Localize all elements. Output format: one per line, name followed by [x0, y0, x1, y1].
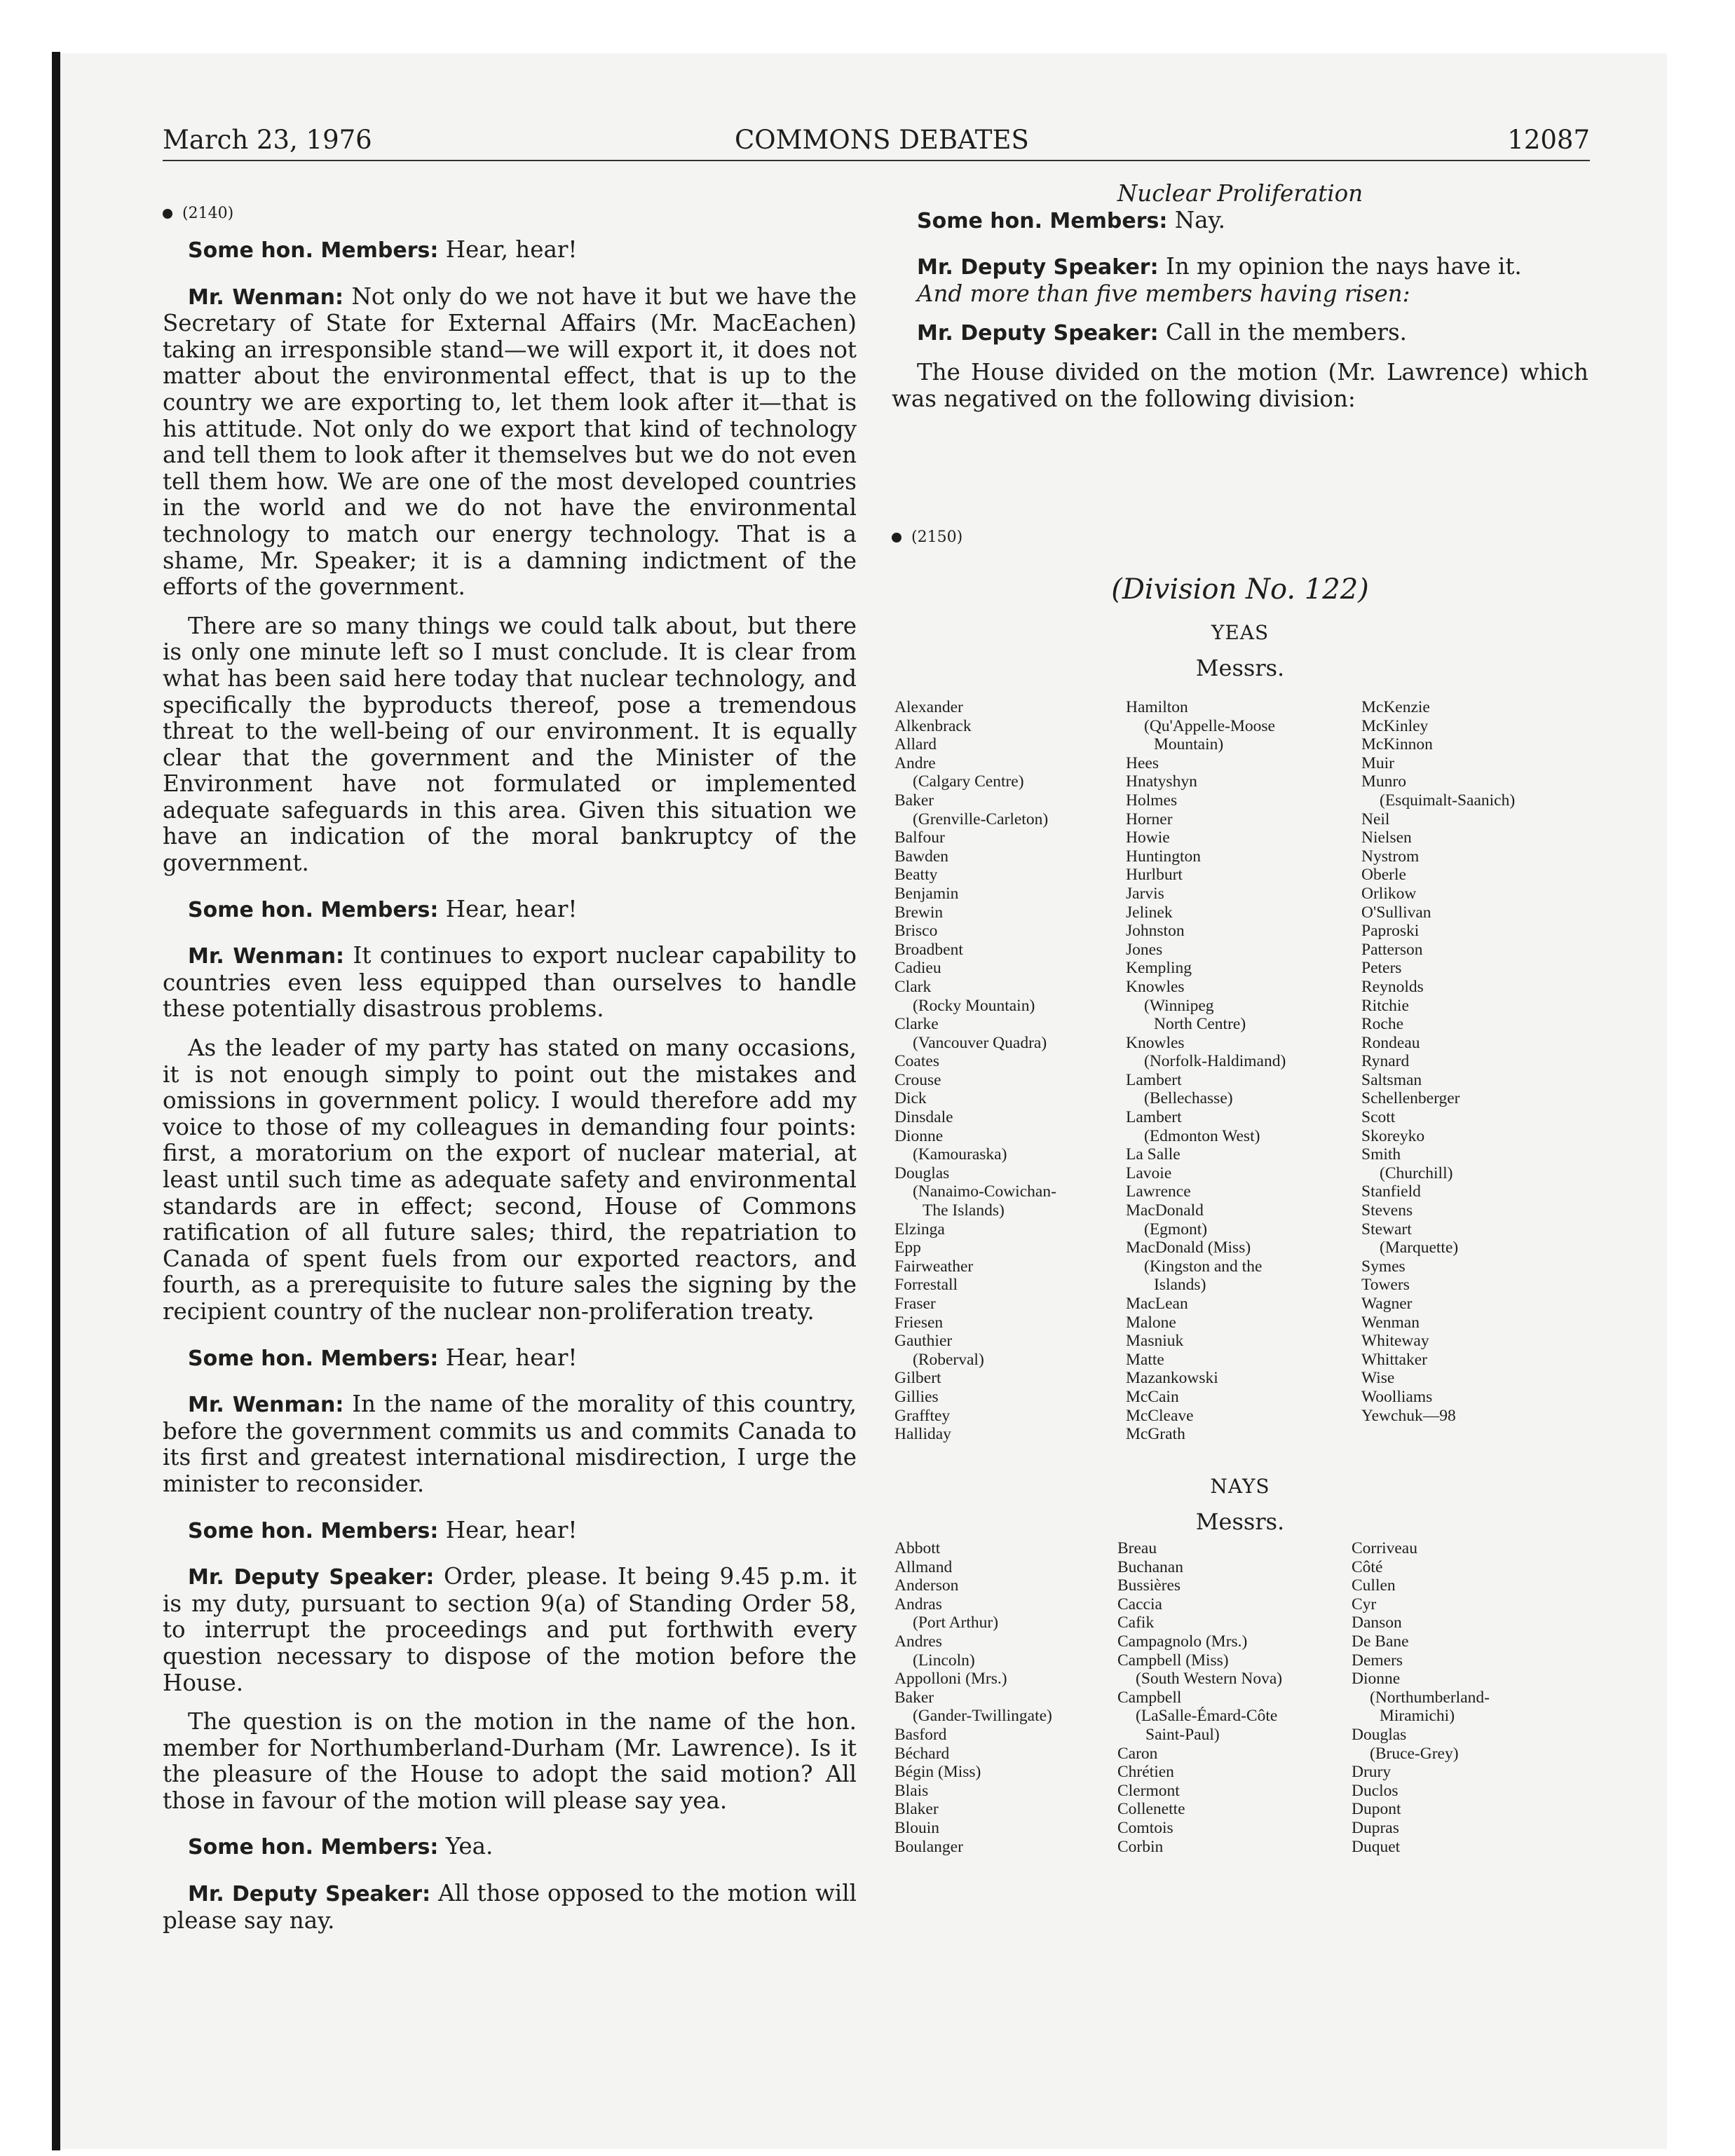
member-name: Paproski — [1361, 922, 1420, 941]
header-date: March 23, 1976 — [163, 125, 372, 155]
member-name: Knowles — [1126, 977, 1185, 996]
member-name: Peters — [1361, 959, 1402, 978]
member-name: (Kingston and the — [1144, 1257, 1263, 1276]
member-name: Duclos — [1352, 1781, 1399, 1800]
member-name: Brisco — [894, 922, 938, 941]
speaker: Mr. Wenman: — [188, 1393, 344, 1418]
member-name: Chrétien — [1117, 1763, 1174, 1782]
member-name: Drury — [1352, 1763, 1392, 1782]
member-name: Lambert — [1126, 1108, 1182, 1127]
member-name: Cullen — [1352, 1576, 1396, 1595]
yeas-heading: YEAS — [1211, 621, 1270, 644]
member-name: Hnatyshyn — [1126, 772, 1197, 791]
member-name: McKinley — [1361, 716, 1429, 735]
speaker: Some hon. Members: — [917, 208, 1168, 233]
member-name: (Winnipeg — [1144, 996, 1214, 1015]
member-name: O'Sullivan — [1361, 903, 1431, 922]
member-name: Holmes — [1126, 791, 1178, 810]
member-name: Mountain) — [1154, 735, 1224, 754]
member-name: Jones — [1126, 940, 1163, 959]
header-title: COMMONS DEBATES — [735, 125, 1029, 155]
member-name: Elzinga — [894, 1220, 945, 1239]
member-name: Gilbert — [894, 1369, 941, 1388]
member-name: Coates — [894, 1052, 939, 1071]
member-name: Symes — [1361, 1257, 1406, 1276]
member-name: Andres — [894, 1632, 942, 1651]
member-name: Caron — [1117, 1744, 1158, 1763]
paragraph: There are so many things we could talk about, but there is only one minute left so I must conclude. It is clear from what has been said here today that nuclear technology, and specifically the byproducts thereof, pose a tremendous threat to the well-being of our environment. It is equally clear that the government and the Minister of the Environment have not formulated or implemented adequate safeguards in this area. Given this situation we have an indication of the moral bankruptcy of the government. — [163, 612, 857, 877]
member-name: McKinnon — [1361, 735, 1433, 754]
member-name: Mazankowski — [1126, 1369, 1218, 1388]
paragraph: The question is on the motion in the name of the hon. member for Northumberland-Durham (Mr. Lawrence). Is it the pleasure of the House to adopt the said motion? All those in favour of the motion will please say yea. — [163, 1708, 857, 1814]
member-name: (Kamouraska) — [913, 1145, 1007, 1164]
speaker: Mr. Deputy Speaker: — [188, 1565, 435, 1590]
member-name: (Egmont) — [1144, 1220, 1208, 1239]
member-name: Comtois — [1117, 1818, 1173, 1837]
member-name: (Port Arthur) — [913, 1613, 999, 1632]
member-name: Roche — [1361, 1015, 1404, 1034]
member-name: Munro — [1361, 772, 1406, 791]
member-name: Islands) — [1154, 1276, 1206, 1295]
member-name: Brewin — [894, 903, 944, 922]
member-name: Gillies — [894, 1387, 939, 1406]
member-name: Wenman — [1361, 1313, 1420, 1332]
member-name: Oberle — [1361, 866, 1406, 885]
member-name: Bégin (Miss) — [894, 1763, 981, 1782]
member-name: MacDonald (Miss) — [1126, 1239, 1251, 1257]
member-name: Blouin — [894, 1818, 939, 1837]
time-marker: (2150) — [892, 527, 962, 548]
member-name: Campbell — [1117, 1688, 1182, 1707]
time-marker: (2140) — [163, 203, 857, 224]
member-name: Duquet — [1352, 1837, 1401, 1856]
member-name: Nielsen — [1361, 828, 1412, 847]
member-name: (Roberval) — [913, 1350, 984, 1369]
member-name: Rondeau — [1361, 1033, 1420, 1052]
member-name: Dinsdale — [894, 1108, 953, 1127]
member-name: Saint-Paul) — [1145, 1725, 1220, 1744]
member-name: Rynard — [1361, 1052, 1410, 1071]
intervention: Some hon. Members: Hear, hear! — [188, 895, 578, 922]
speaker: Mr. Wenman: — [188, 944, 344, 969]
member-name: (Nanaimo-Cowichan- — [913, 1182, 1056, 1201]
member-name: MacLean — [1126, 1295, 1188, 1313]
member-name: Côté — [1352, 1557, 1383, 1576]
member-name: Allmand — [894, 1557, 953, 1576]
member-name: Towers — [1361, 1276, 1410, 1295]
member-name: (Vancouver Quadra) — [913, 1033, 1047, 1052]
paragraph: As the leader of my party has stated on many occasions, it is not enough simply to point out the mistakes and omissions in government policy. I would therefore add my voice to those of my colleagues in demanding four points: first, a moratorium on the export of nuclear material, at least until such time as adequate safety and environmental standards are in effect; second, House of Commons ratification of all future sales; third, the repatriation to Canada of spent fuels from our exported reactors, and fourth, as a prerequisite to future sales the signing by the recipient country of the nuclear non-proliferation treaty. — [163, 1035, 857, 1325]
member-name: The Islands) — [923, 1201, 1005, 1220]
member-name: Corbin — [1117, 1837, 1164, 1856]
member-name: Halliday — [894, 1425, 951, 1444]
member-name: (Qu'Appelle-Moose — [1144, 716, 1275, 735]
member-name: Skoreyko — [1361, 1126, 1425, 1145]
member-name: Patterson — [1361, 940, 1423, 959]
member-name: Beatty — [894, 866, 938, 885]
intervention: Some hon. Members: Nay. — [917, 206, 1225, 233]
speech: Mr. Deputy Speaker: All those opposed to the motion will please say nay. — [163, 1880, 857, 1934]
division-number: (Division No. 122) — [1111, 573, 1369, 606]
member-name: Blais — [894, 1781, 929, 1800]
member-name: McCain — [1126, 1387, 1179, 1406]
member-name: Grafftey — [894, 1406, 951, 1425]
member-name: Whiteway — [1361, 1332, 1429, 1351]
member-name: Friesen — [894, 1313, 944, 1332]
member-name: (Northumberland- — [1370, 1688, 1490, 1707]
member-name: Miramichi) — [1380, 1707, 1455, 1726]
member-name: Bawden — [894, 847, 949, 866]
member-name: Breau — [1117, 1539, 1157, 1557]
intervention: Mr. Deputy Speaker: Call in the members. — [917, 319, 1407, 346]
member-name: North Centre) — [1154, 1015, 1246, 1034]
member-name: (Marquette) — [1380, 1239, 1459, 1257]
member-name: Howie — [1126, 828, 1170, 847]
member-name: Yewchuk—98 — [1361, 1406, 1456, 1425]
member-name: Stewart — [1361, 1220, 1412, 1239]
speaker: Some hon. Members: — [188, 1835, 439, 1860]
member-name: La Salle — [1126, 1145, 1181, 1164]
member-name: Appolloni (Mrs.) — [894, 1670, 1007, 1688]
member-name: Kempling — [1126, 959, 1192, 978]
member-name: Schellenberger — [1361, 1089, 1460, 1108]
header-rule — [163, 160, 1590, 161]
member-name: Dick — [894, 1089, 927, 1108]
member-name: McCleave — [1126, 1406, 1194, 1425]
member-name: Whittaker — [1361, 1350, 1427, 1369]
member-name: Masniuk — [1126, 1332, 1184, 1351]
member-name: Alexander — [894, 698, 963, 716]
member-name: Scott — [1361, 1108, 1396, 1127]
paragraph: The House divided on the motion (Mr. Lawrence) which was negatived on the following division: — [892, 358, 1588, 412]
member-name: Matte — [1126, 1350, 1164, 1369]
member-name: Bussières — [1117, 1576, 1181, 1595]
member-name: Danson — [1352, 1613, 1402, 1632]
member-name: Campagnolo (Mrs.) — [1117, 1632, 1248, 1651]
member-name: Baker — [894, 791, 934, 810]
member-name: (Gander-Twillingate) — [913, 1707, 1052, 1726]
nays-list-col3 — [1352, 1539, 1490, 1856]
member-name: (Norfolk-Haldimand) — [1144, 1052, 1286, 1071]
member-name: (Bruce-Grey) — [1370, 1744, 1459, 1763]
member-name: (Edmonton West) — [1144, 1126, 1260, 1145]
member-name: (Lincoln) — [913, 1651, 975, 1670]
nays-heading: NAYS — [1210, 1475, 1270, 1498]
nays-list-col2 — [1117, 1539, 1282, 1856]
member-name: Knowles — [1126, 1033, 1185, 1052]
member-name: Wise — [1361, 1369, 1395, 1388]
member-name: Fairweather — [894, 1257, 974, 1276]
yeas-list-col3 — [1361, 698, 1515, 1425]
member-name: Clermont — [1117, 1781, 1180, 1800]
nays-list-col1 — [894, 1539, 1052, 1856]
stage-direction: And more than five members having risen: — [917, 280, 1410, 307]
member-name: Dionne — [1352, 1670, 1401, 1688]
speech: Mr. Deputy Speaker: Order, please. It being 9.45 p.m. it is my duty, pursuant to section 9(a) of Standing Order 58, to interrupt the proceedings and put forthwith every question necessary to dispose of the motion before the House. — [163, 1563, 857, 1696]
member-name: McGrath — [1126, 1425, 1185, 1444]
member-name: Woolliams — [1361, 1387, 1433, 1406]
member-name: Hamilton — [1126, 698, 1188, 716]
member-name: Gauthier — [894, 1332, 953, 1351]
speaker: Mr. Deputy Speaker: — [188, 1882, 431, 1907]
intervention: Some hon. Members: Hear, hear! — [188, 236, 578, 263]
member-name: Smith — [1361, 1145, 1401, 1164]
member-name: McKenzie — [1361, 698, 1430, 716]
speaker: Mr. Deputy Speaker: — [917, 255, 1159, 280]
member-name: Baker — [894, 1688, 934, 1707]
speaker: Some hon. Members: — [188, 1346, 439, 1371]
intervention: Some hon. Members: Yea. — [188, 1833, 494, 1860]
member-name: Hees — [1126, 753, 1159, 772]
member-name: Clark — [894, 977, 932, 996]
member-name: Dupont — [1352, 1800, 1401, 1819]
speaker: Some hon. Members: — [188, 1518, 439, 1543]
header-page-number: 12087 — [1507, 125, 1590, 155]
running-title: Nuclear Proliferation — [1117, 180, 1363, 207]
intervention: Some hon. Members: Hear, hear! — [188, 1516, 578, 1543]
member-name: Clarke — [894, 1015, 939, 1034]
member-name: Orlikow — [1361, 884, 1417, 903]
yeas-list-col1 — [894, 698, 1056, 1444]
left-column — [163, 203, 857, 1934]
member-name: Andras — [894, 1595, 942, 1613]
speaker: Some hon. Members: — [188, 897, 439, 922]
speech: Mr. Wenman: It continues to export nuclear capability to countries even less equipped than ourselves to handle these potentially disastrous problems. — [163, 942, 857, 1023]
yeas-messrs: Messrs. — [1195, 655, 1285, 681]
member-name: Demers — [1352, 1651, 1403, 1670]
member-name: Lambert — [1126, 1070, 1182, 1089]
member-name: Hurlburt — [1126, 866, 1183, 885]
member-name: De Bane — [1352, 1632, 1409, 1651]
member-name: Reynolds — [1361, 977, 1424, 996]
member-name: (Rocky Mountain) — [913, 996, 1035, 1015]
member-name: Blaker — [894, 1800, 939, 1819]
member-name: (Grenville-Carleton) — [913, 810, 1049, 828]
member-name: Fraser — [894, 1295, 936, 1313]
member-name: Muir — [1361, 753, 1394, 772]
member-name: Jelinek — [1126, 903, 1173, 922]
binding-edge — [52, 52, 60, 2150]
member-name: (South Western Nova) — [1136, 1670, 1283, 1688]
intervention: Some hon. Members: Hear, hear! — [188, 1344, 578, 1371]
member-name: Wagner — [1361, 1295, 1413, 1313]
speaker: Some hon. Members: — [188, 238, 439, 263]
member-name: Basford — [894, 1725, 947, 1744]
nays-messrs: Messrs. — [1195, 1508, 1285, 1535]
intervention: Mr. Deputy Speaker: In my opinion the nays have it. — [917, 253, 1522, 280]
member-name: Collenette — [1117, 1800, 1185, 1819]
member-name: MacDonald — [1126, 1201, 1204, 1220]
member-name: Corriveau — [1352, 1539, 1417, 1557]
member-name: Allard — [894, 735, 937, 754]
member-name: Epp — [894, 1239, 921, 1257]
member-name: Horner — [1126, 810, 1173, 828]
member-name: Douglas — [1352, 1725, 1407, 1744]
member-name: Campbell (Miss) — [1117, 1651, 1229, 1670]
member-name: Anderson — [894, 1576, 959, 1595]
member-name: Ritchie — [1361, 996, 1409, 1015]
member-name: Andre — [894, 753, 936, 772]
member-name: Stevens — [1361, 1201, 1413, 1220]
member-name: Dionne — [894, 1126, 944, 1145]
yeas-list-col2 — [1126, 698, 1286, 1444]
member-name: Dupras — [1352, 1818, 1399, 1837]
member-name: (Calgary Centre) — [913, 772, 1024, 791]
member-name: (Bellechasse) — [1144, 1089, 1233, 1108]
speaker: Mr. Wenman: — [188, 285, 343, 310]
member-name: Huntington — [1126, 847, 1202, 866]
member-name: (Churchill) — [1380, 1164, 1453, 1182]
bullet-icon — [892, 533, 901, 543]
member-name: Boulanger — [894, 1837, 963, 1856]
member-name: Forrestall — [894, 1276, 958, 1295]
member-name: Abbott — [894, 1539, 941, 1557]
member-name: Broadbent — [894, 940, 963, 959]
member-name: Alkenbrack — [894, 716, 972, 735]
member-name: Caccia — [1117, 1595, 1162, 1613]
member-name: (LaSalle-Émard-Côte — [1136, 1707, 1278, 1726]
right-column — [892, 181, 1588, 412]
member-name: Cyr — [1352, 1595, 1377, 1613]
member-name: Lawrence — [1126, 1182, 1191, 1201]
member-name: Douglas — [894, 1164, 950, 1182]
speech: Mr. Wenman: In the name of the morality of this country, before the government commits us and commits Canada to its first and greatest international misdirection, I urge the minister to reconsider. — [163, 1391, 857, 1497]
member-name: Benjamin — [894, 884, 959, 903]
member-name: Balfour — [894, 828, 945, 847]
member-name: Saltsman — [1361, 1070, 1422, 1089]
speaker: Mr. Deputy Speaker: — [917, 321, 1159, 346]
bullet-icon — [163, 209, 172, 219]
speech: Mr. Wenman: Not only do we not have it but we have the Secretary of State for External Affairs (Mr. MacEachen) taking an irresponsible stand—we will export it, it does not matter about the environmental effect, that is up to the country we are exporting to, let them look after it—that is his attitude. Not only do we export that kind of technology and tell them to look after it themselves but we do not even tell them how. We are one of the most developed countries in the world and we do not have the environmental technology to match our energy technology. That is a shame, Mr. Speaker; it is a damning indictment of the efforts of the government. — [163, 282, 857, 601]
member-name: Cafik — [1117, 1613, 1155, 1632]
member-name: Neil — [1361, 810, 1390, 828]
member-name: Buchanan — [1117, 1557, 1183, 1576]
member-name: Béchard — [894, 1744, 950, 1763]
member-name: Lavoie — [1126, 1164, 1172, 1182]
member-name: Nystrom — [1361, 847, 1420, 866]
member-name: Cadieu — [894, 959, 941, 978]
member-name: Jarvis — [1126, 884, 1164, 903]
member-name: Crouse — [894, 1070, 941, 1089]
member-name: Johnston — [1126, 922, 1185, 941]
member-name: Stanfield — [1361, 1182, 1421, 1201]
member-name: (Esquimalt-Saanich) — [1380, 791, 1516, 810]
member-name: Malone — [1126, 1313, 1176, 1332]
